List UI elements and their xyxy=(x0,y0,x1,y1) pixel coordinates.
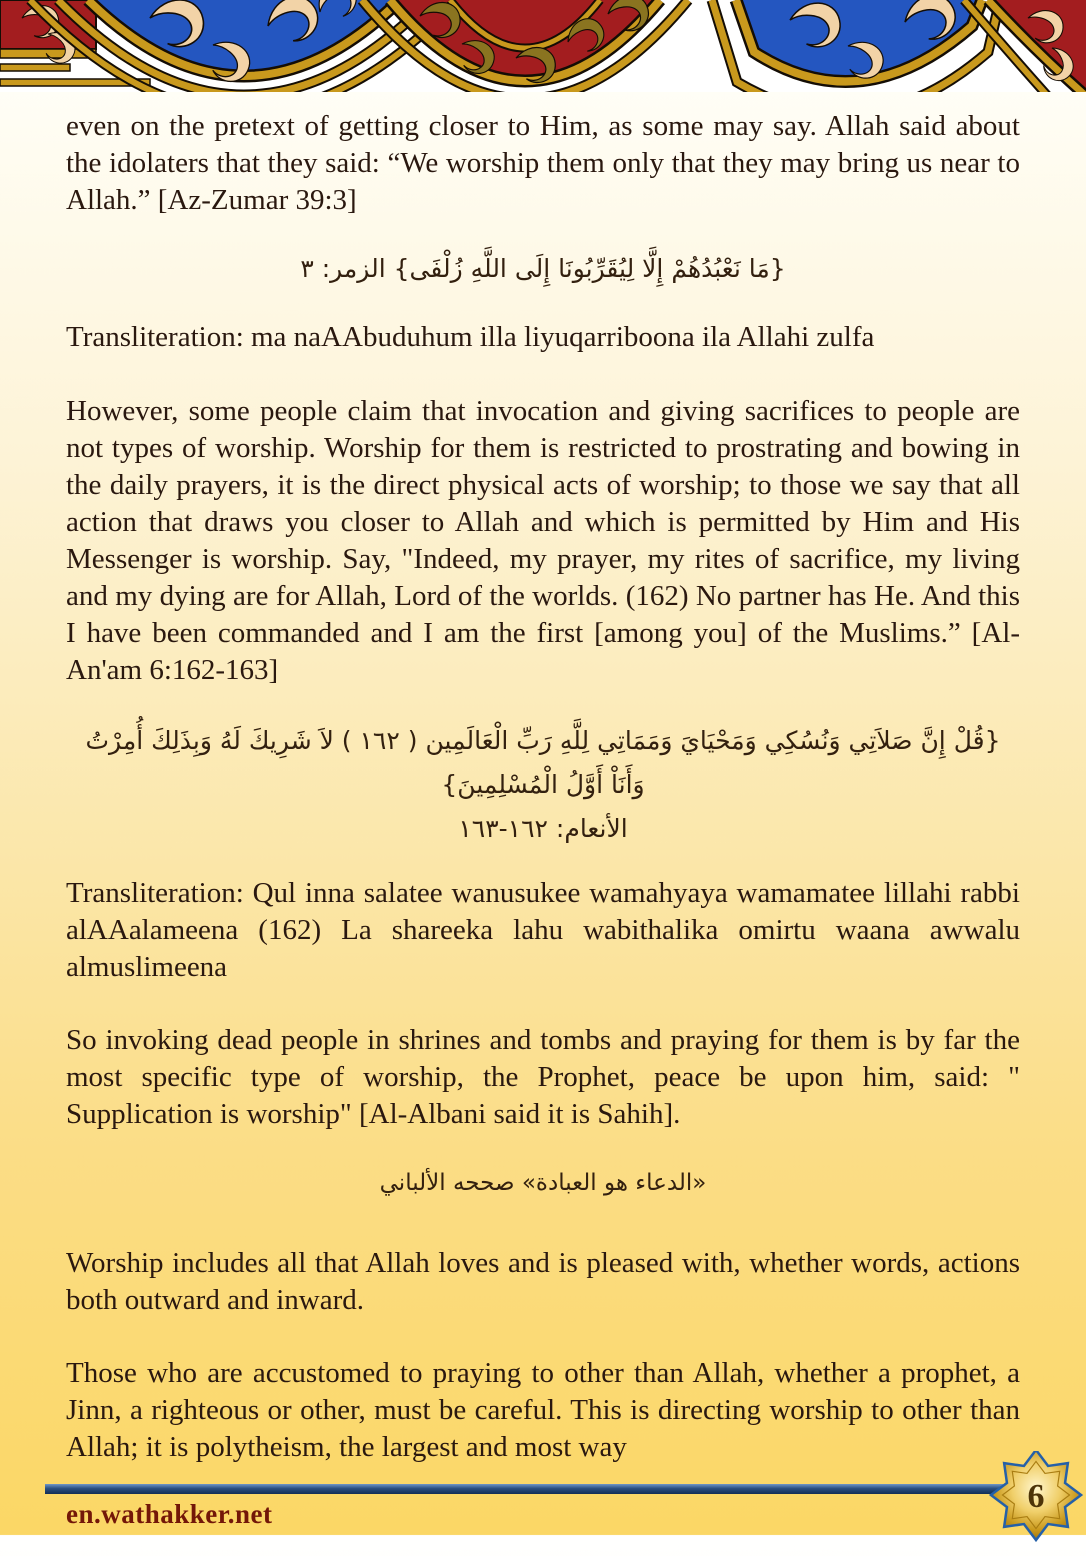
page-number: 6 xyxy=(1027,1478,1045,1515)
arabic-hadith-supplication: «الدعاء هو العبادة» صححه الألباني xyxy=(379,1170,707,1196)
transliteration-al-anam: Transliteration: Qul inna salatee wanusukee wamahyaya wamamatee lillahi rabbi alAAalameena (162) La shareeka lahu wabithalika omirtu waana awwalu almuslimeena xyxy=(66,877,1020,983)
footer-divider-line xyxy=(45,1484,1003,1494)
page-number-star-badge xyxy=(986,1451,1086,1551)
ornamental-border xyxy=(0,0,1086,92)
arabic-verse-al-anam-text: {قُلْ إِنَّ صَلاَتِي وَنُسُكِي وَمَحْيَايَ وَمَمَاتِي لِلَّهِ رَبِّ الْعَالَمِين ( ١٦٢ ) لاَ شَرِيكَ لَهُ وَبِذَلِكَ أُمِرْتُ وَأَنَاْ أَوَّلُ الْمُسْلِمِينَ} xyxy=(85,726,1001,799)
arabic-verse-az-zumar: {مَا نَعْبُدُهُمْ إِلَّا لِيُقَرِّبُونَا إِلَى اللَّهِ زُلْفَى} الزمر: ٣ xyxy=(300,254,786,283)
paragraph-worship-includes: Worship includes all that Allah loves and is pleased with, whether words, actions both outward and inward. xyxy=(66,1247,1020,1316)
arabic-verse-al-anam-ref: الأنعام: ١٦٢-١٦٣ xyxy=(458,814,628,843)
paragraph-invoking-dead: So invoking dead people in shrines and tombs and praying for them is by far the most specific type of worship, the Prophet, peace be upon him, said: " Supplication is worship" [Al-Albani said it is Sahih]. xyxy=(66,1024,1020,1130)
transliteration-az-zumar: Transliteration: ma naAAbuduhum illa liyuqarriboona ila Allahi zulfa xyxy=(66,321,875,353)
site-url: en.wathakker.net xyxy=(66,1499,273,1529)
arabic-verse-al-anam xyxy=(66,719,1020,851)
paragraph-warning: Those who are accustomed to praying to other than Allah, whether a prophet, a Jinn, a righteous or other, must be careful. This is directing worship to other than Allah; it is polytheism, the largest and most way xyxy=(66,1357,1020,1463)
paragraph-worship-claim: However, some people claim that invocation and giving sacrifices to people are not types of worship. Worship for them is restricted to prostrating and bowing in the daily prayers, it is the direct physical acts of worship; to those we say that all action that draws you closer to Allah and which is permitted by Him and His Messenger is worship. Say, "Indeed, my prayer, my rites of sacrifice, my living and my dying are for Allah, Lord of the worlds. (162) No partner has He. And this I have been commanded and I am the first [among you] of the Muslims.” [Al-An'am 6:162-163] xyxy=(66,395,1020,686)
paragraph-intro: even on the pretext of getting closer to Him, as some may say. Allah said about the idolaters that they said: “We worship them only that they may bring us near to Allah.” [Az-Zumar 39:3] xyxy=(66,110,1020,216)
